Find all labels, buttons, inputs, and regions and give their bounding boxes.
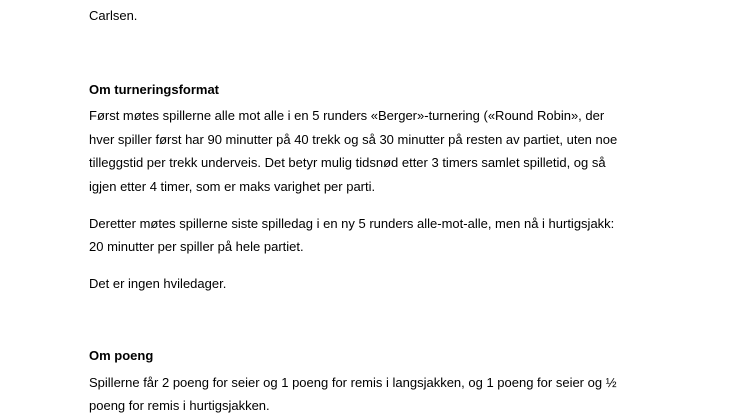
format-paragraph-1-line: igjen etter 4 timer, som er maks varighet per parti. — [89, 179, 376, 194]
points-paragraph-1-line: Spillerne får 2 poeng for seier og 1 poeng for remis i langsjakken, og 1 poeng for seier og ½ — [89, 375, 617, 390]
format-paragraph-1-line: hver spiller først har 90 minutter på 40 trekk og så 30 minutter på resten av partiet, uten noe — [89, 132, 618, 147]
format-heading: Om turneringsformat — [89, 82, 220, 97]
format-paragraph-3: Det er ingen hviledager. — [89, 276, 227, 291]
format-paragraph-1-line: Først møtes spillerne alle mot alle i en 5 runders «Berger»-turnering («Round Robin», der — [89, 108, 605, 123]
intro-tail-text: Carlsen. — [89, 8, 138, 23]
format-paragraph-2-line: Deretter møtes spillerne siste spilledag i en ny 5 runders alle-mot-alle, men nå i hurtigsjakk: — [89, 216, 615, 231]
format-paragraph-1-line: tilleggstid per trekk underveis. Det betyr mulig tidsnød etter 3 timers samlet spilletid, og så — [89, 155, 606, 170]
format-paragraph-2-line: 20 minutter per spiller på hele partiet. — [89, 239, 304, 254]
points-heading: Om poeng — [89, 348, 154, 363]
points-paragraph-1-line: poeng for remis i hurtigsjakken. — [89, 398, 270, 413]
